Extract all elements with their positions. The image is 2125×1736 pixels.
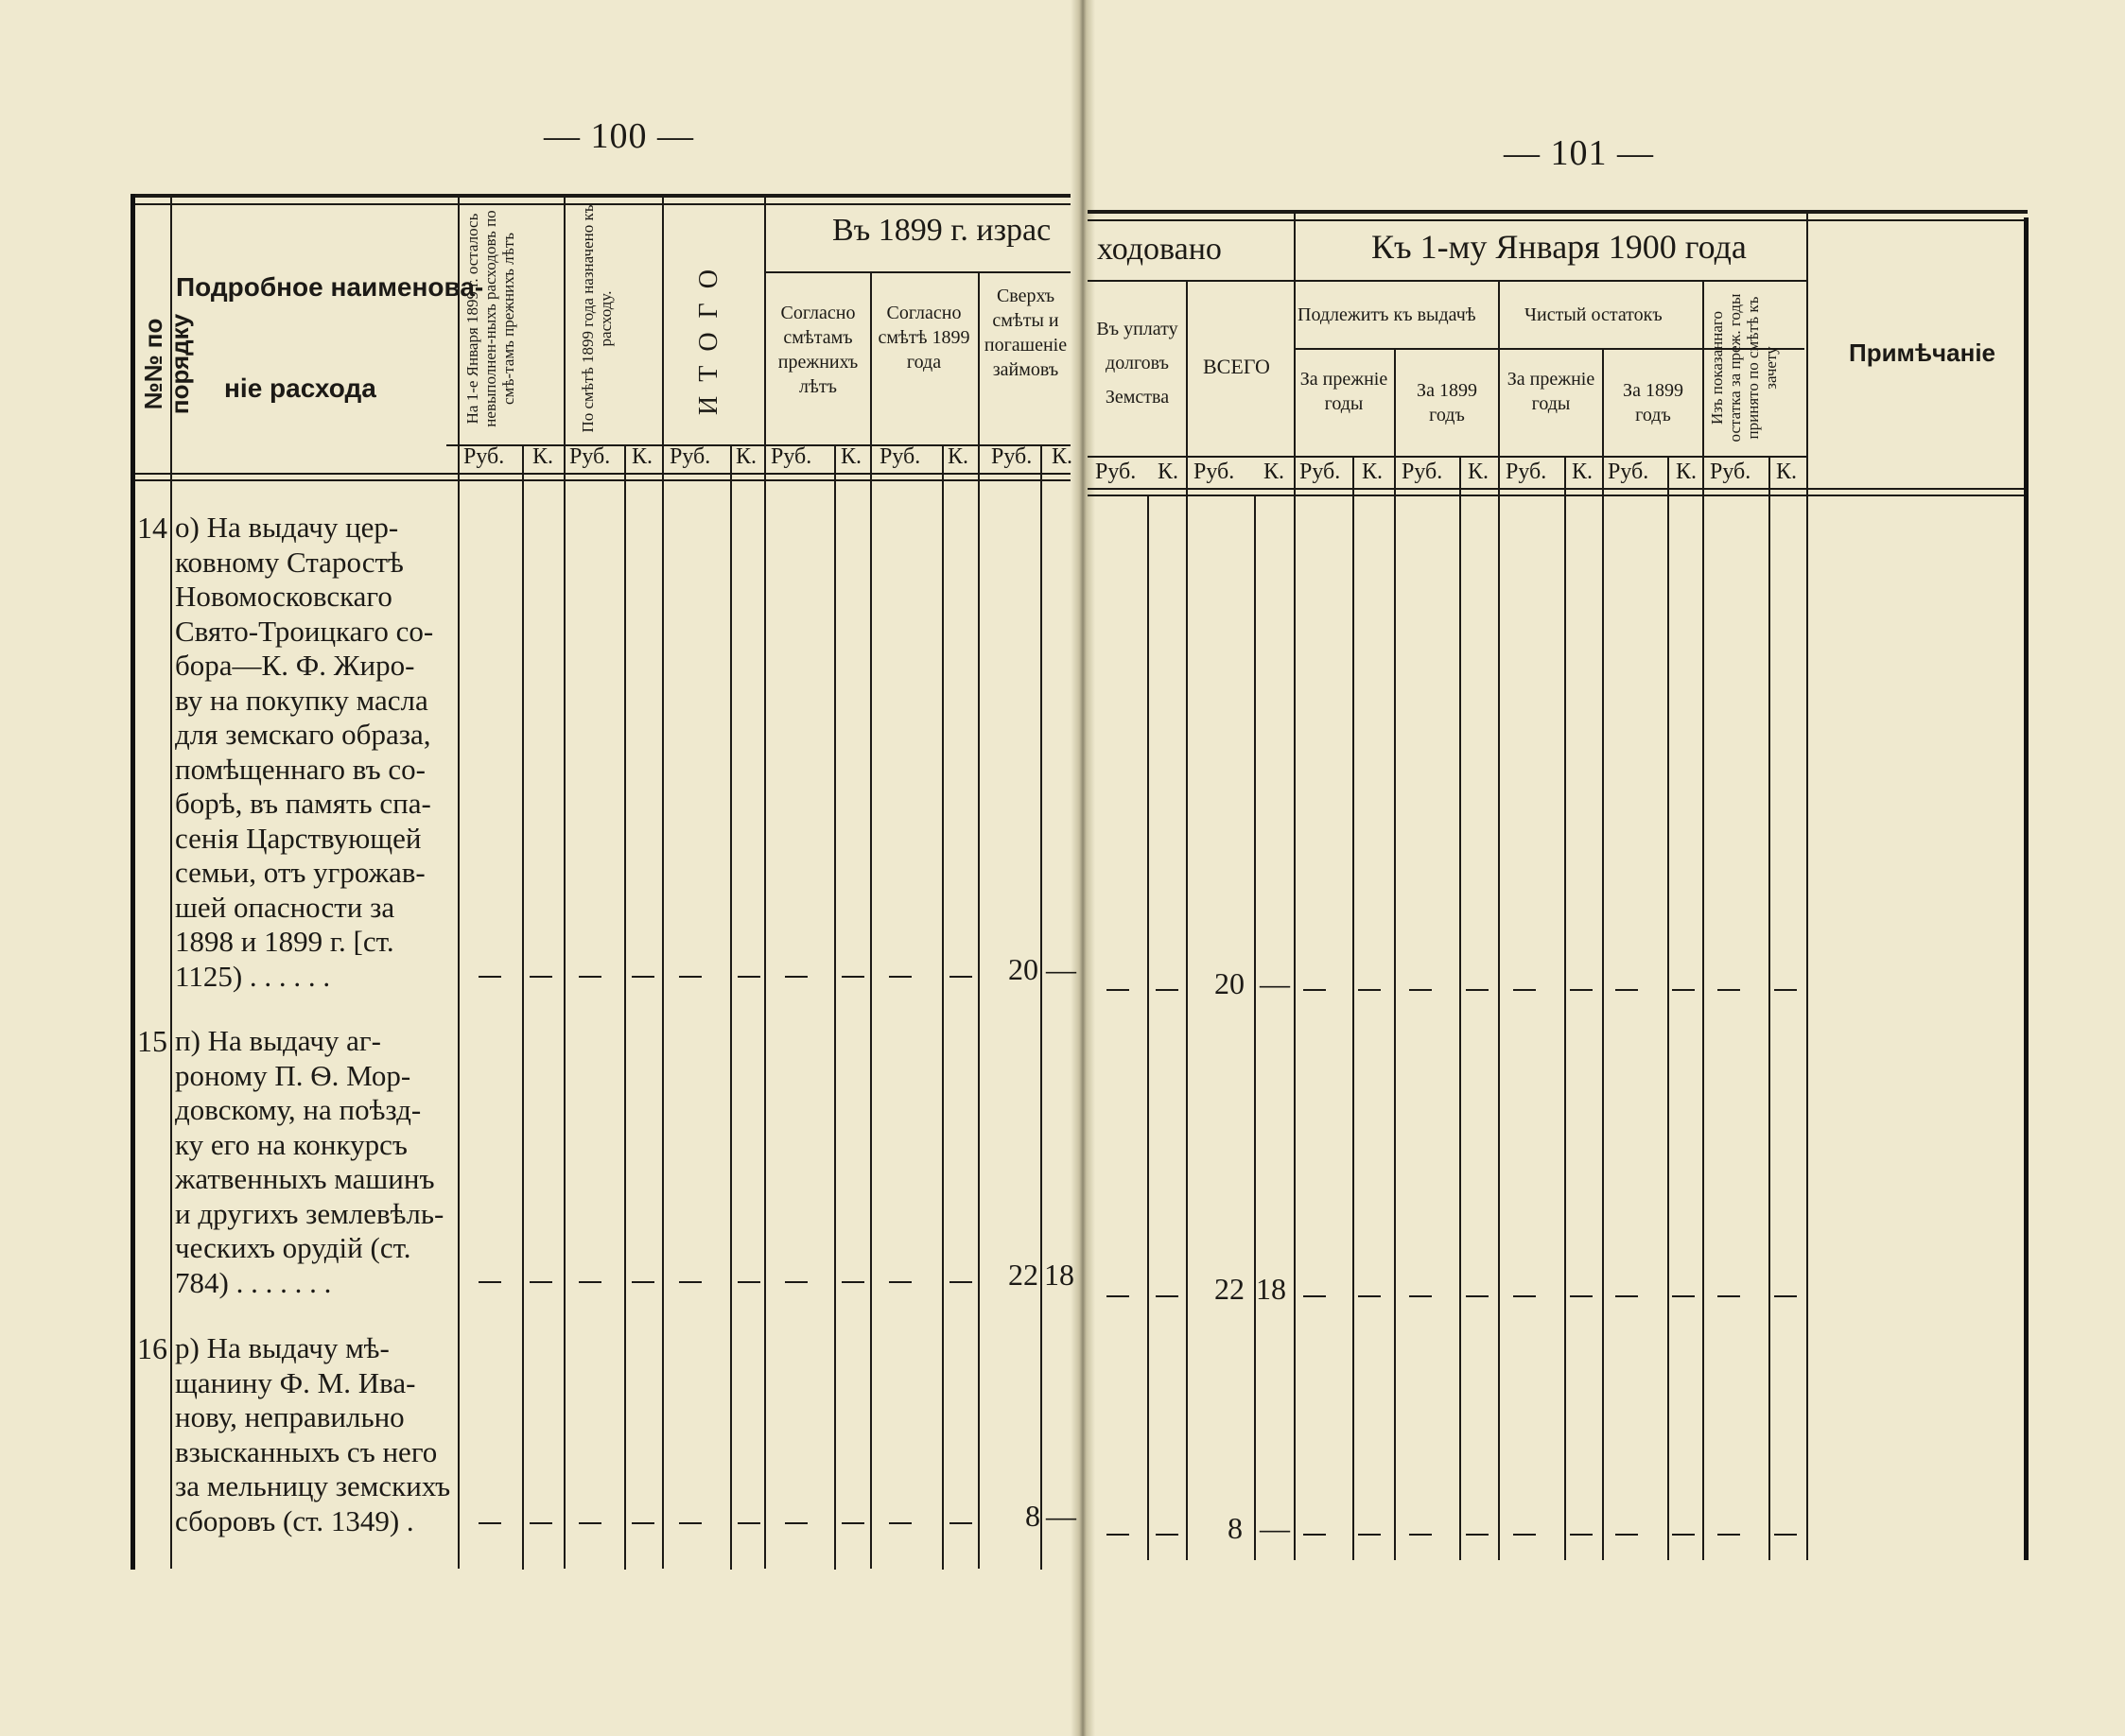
- payable-header: Подлежитъ къ выдачѣ: [1298, 304, 1476, 325]
- total-rub-value: 22: [1214, 1272, 1245, 1306]
- empty-cell-dash: [479, 1522, 501, 1524]
- empty-cell-dash: [679, 1522, 702, 1524]
- name-header-line1: Подробное наименова-: [176, 272, 484, 302]
- empty-cell-dash: [842, 1522, 864, 1524]
- empty-cell-dash: [1409, 1295, 1432, 1297]
- unit-rub: Руб.: [1095, 460, 1137, 484]
- unit-rub: Руб.: [463, 444, 505, 469]
- over-kop-value: 18: [1044, 1258, 1074, 1292]
- payable-1899-header: За 1899 годъ: [1417, 380, 1477, 425]
- empty-cell-dash: [1672, 1295, 1695, 1297]
- row-description: п) На выдачу аг- роному П. Ѳ. Мор- довскому, на поѣзд- ку его на конкурсъ жатвенныхъ машинъ и другихъ землевѣль- ческихъ орудій (ст. 784) . . . . . . .: [175, 1024, 444, 1299]
- empty-cell-dash: [1106, 1295, 1129, 1297]
- counted-header: Изъ показаннаго остатка за преж. годы принято по смѣтѣ къ зачету: [1708, 293, 1780, 443]
- empty-cell-dash: [785, 1522, 808, 1524]
- empty-cell-dash: [1672, 1534, 1695, 1536]
- jan1900-header: Къ 1-му Января 1900 года: [1371, 228, 1747, 266]
- unit-rub: Руб.: [771, 444, 812, 469]
- empty-cell-dash: [1570, 1295, 1593, 1297]
- empty-cell-dash: [1774, 989, 1797, 991]
- empty-cell-dash: [1303, 1295, 1326, 1297]
- unit-kop: К.: [1676, 460, 1698, 484]
- unit-rub: Руб.: [1710, 460, 1751, 484]
- row-description: р) На выдачу мѣ- щанину Ф. М. Ива- нову, неправильно взысканныхъ съ него за мельницу земскихъ сборовъ (ст. 1349) .: [175, 1331, 451, 1537]
- empty-cell-dash: [1513, 1534, 1536, 1536]
- empty-cell-dash: [1774, 1295, 1797, 1297]
- empty-cell-dash: [949, 976, 972, 978]
- row-description: о) На выдачу цер- ковному Старостѣ Новомосковскаго Свято-Троицкаго со- бора—К. Ф. Жиро- ву на покупку масла для земскаго образа, помѣщеннаго въ со- борѣ, въ память спа- сенія Царствующей семьи, отъ угрожав- шей опасности за 1898 и 1899 г. [ст. 1125) . . . . . .: [175, 511, 434, 993]
- empty-cell-dash: [479, 1281, 501, 1283]
- empty-cell-dash: [1570, 989, 1593, 991]
- empty-cell-dash: [632, 1522, 654, 1524]
- sub-1899-header: Согласно смѣтѣ 1899 года: [878, 303, 970, 373]
- empty-cell-dash: [738, 1522, 760, 1524]
- remaining-header: На 1-е Января 1899 г. осталось невыполнен-ныхъ расходовъ по смѣ-тамъ прежнихъ лѣтъ: [463, 210, 517, 427]
- empty-cell-dash: [1106, 989, 1129, 991]
- assigned-header: По смѣтѣ 1899 года назначено къ расходу.: [579, 204, 615, 433]
- unit-kop: К.: [841, 444, 862, 469]
- empty-cell-dash: [1409, 1534, 1432, 1536]
- unit-kop: К.: [1572, 460, 1594, 484]
- empty-cell-dash: [579, 1281, 601, 1283]
- empty-cell-dash: [530, 1522, 552, 1524]
- empty-cell-dash: [1615, 989, 1638, 991]
- left-page-number: — 100 —: [544, 116, 694, 156]
- empty-cell-dash: [1358, 1534, 1381, 1536]
- empty-cell-dash: [1156, 1295, 1178, 1297]
- total-kop-value: 18: [1256, 1272, 1286, 1306]
- empty-cell-dash: [889, 1522, 912, 1524]
- unit-rub: Руб.: [670, 444, 711, 469]
- net-prev-header: За прежніе годы: [1507, 369, 1595, 414]
- unit-kop: К.: [1362, 460, 1384, 484]
- empty-cell-dash: [1513, 989, 1536, 991]
- empty-cell-dash: [679, 976, 702, 978]
- unit-rub: Руб.: [1506, 460, 1547, 484]
- over-kop-value: —: [1046, 952, 1076, 986]
- empty-cell-dash: [679, 1281, 702, 1283]
- empty-cell-dash: [738, 976, 760, 978]
- empty-cell-dash: [1409, 989, 1432, 991]
- empty-cell-dash: [530, 976, 552, 978]
- empty-cell-dash: [1358, 989, 1381, 991]
- empty-cell-dash: [1717, 1534, 1740, 1536]
- empty-cell-dash: [785, 1281, 808, 1283]
- empty-cell-dash: [949, 1281, 972, 1283]
- net-header: Чистый остатокъ: [1524, 304, 1663, 325]
- empty-cell-dash: [1466, 989, 1489, 991]
- unit-rub: Руб.: [1402, 460, 1443, 484]
- unit-kop: К.: [1468, 460, 1489, 484]
- spent-header: Въ 1899 г. израс: [832, 213, 1052, 248]
- book-gutter: [1071, 0, 1095, 1736]
- debts-header: Въ уплату долговъ Земства: [1096, 319, 1178, 408]
- right-page-number: — 101 —: [1504, 133, 1654, 173]
- over-rub-value: 20: [1008, 952, 1038, 986]
- net-1899-header: За 1899 годъ: [1623, 380, 1683, 425]
- unit-kop: К.: [1776, 460, 1798, 484]
- empty-cell-dash: [1303, 1534, 1326, 1536]
- payable-prev-header: За прежніе годы: [1299, 369, 1388, 414]
- unit-rub: Руб.: [1299, 460, 1341, 484]
- unit-kop: К.: [736, 444, 758, 469]
- unit-rub: Руб.: [1608, 460, 1649, 484]
- empty-cell-dash: [1717, 1295, 1740, 1297]
- empty-cell-dash: [1717, 989, 1740, 991]
- empty-cell-dash: [1156, 989, 1178, 991]
- empty-cell-dash: [632, 1281, 654, 1283]
- unit-kop: К.: [532, 444, 554, 469]
- total-kop-value: —: [1260, 1511, 1290, 1545]
- empty-cell-dash: [1570, 1534, 1593, 1536]
- empty-cell-dash: [1466, 1534, 1489, 1536]
- over-rub-value: 8: [1025, 1499, 1040, 1533]
- name-header-line2: ніе расхода: [224, 373, 376, 403]
- over-kop-value: —: [1046, 1499, 1076, 1533]
- sub-over-header: Сверхъ смѣты и погашеніе займовъ: [984, 286, 1068, 380]
- empty-cell-dash: [889, 1281, 912, 1283]
- sub-prev-header: Согласно смѣтамъ прежнихъ лѣтъ: [777, 303, 859, 397]
- unit-kop: К.: [1158, 460, 1179, 484]
- empty-cell-dash: [479, 976, 501, 978]
- empty-cell-dash: [579, 1522, 601, 1524]
- row-number: 14: [137, 511, 167, 545]
- total-rub-value: 20: [1214, 966, 1245, 1000]
- empty-cell-dash: [1466, 1295, 1489, 1297]
- empty-cell-dash: [842, 976, 864, 978]
- empty-cell-dash: [632, 976, 654, 978]
- unit-rub: Руб.: [991, 444, 1033, 469]
- empty-cell-dash: [1774, 1534, 1797, 1536]
- column-number-header: №№ по порядку: [139, 313, 194, 415]
- empty-cell-dash: [1615, 1534, 1638, 1536]
- unit-rub: Руб.: [1193, 460, 1235, 484]
- row-number: 16: [137, 1331, 167, 1365]
- empty-cell-dash: [579, 976, 601, 978]
- total-kop-value: —: [1260, 966, 1290, 1000]
- over-rub-value: 22: [1008, 1258, 1038, 1292]
- note-header: Примѣчаніе: [1849, 339, 1995, 367]
- empty-cell-dash: [785, 976, 808, 978]
- total-header: И Т О Г О: [694, 266, 723, 415]
- spent-header-suffix: ходовано: [1097, 232, 1222, 267]
- total-all-header: ВСЕГО: [1203, 355, 1270, 378]
- empty-cell-dash: [1303, 989, 1326, 991]
- unit-rub: Руб.: [569, 444, 611, 469]
- empty-cell-dash: [530, 1281, 552, 1283]
- unit-kop: К.: [632, 444, 653, 469]
- unit-kop: К.: [1052, 444, 1073, 469]
- empty-cell-dash: [1615, 1295, 1638, 1297]
- unit-kop: К.: [1263, 460, 1285, 484]
- empty-cell-dash: [1513, 1295, 1536, 1297]
- empty-cell-dash: [738, 1281, 760, 1283]
- empty-cell-dash: [1672, 989, 1695, 991]
- total-rub-value: 8: [1228, 1511, 1243, 1545]
- empty-cell-dash: [1358, 1295, 1381, 1297]
- row-number: 15: [137, 1024, 167, 1058]
- unit-kop: К.: [948, 444, 969, 469]
- unit-rub: Руб.: [880, 444, 921, 469]
- empty-cell-dash: [889, 976, 912, 978]
- empty-cell-dash: [1156, 1534, 1178, 1536]
- empty-cell-dash: [842, 1281, 864, 1283]
- empty-cell-dash: [1106, 1534, 1129, 1536]
- empty-cell-dash: [949, 1522, 972, 1524]
